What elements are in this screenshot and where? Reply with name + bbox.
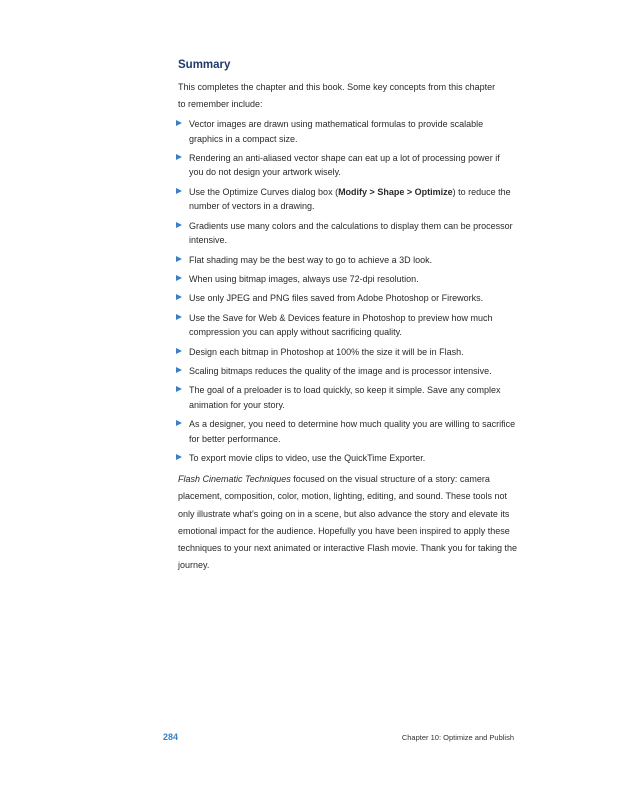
triangle-bullet-icon — [176, 222, 182, 228]
list-item — [176, 364, 516, 379]
list-item-text: When using bitmap images, always use 72-dpi resolution. — [189, 273, 419, 284]
list-item — [176, 117, 516, 146]
triangle-bullet-icon — [176, 348, 182, 354]
list-item — [176, 451, 516, 466]
triangle-bullet-icon — [176, 454, 182, 460]
triangle-bullet-icon — [176, 120, 182, 126]
list-item — [176, 151, 516, 180]
triangle-bullet-icon — [176, 275, 182, 281]
section-heading: Summary — [178, 59, 231, 71]
list-item — [176, 311, 516, 340]
list-item-text: Design each bitmap in Photoshop at 100% the size it will be in Flash. — [189, 346, 464, 357]
list-item-text-end: ) to reduce the number of vectors in a drawing. — [189, 186, 511, 212]
triangle-bullet-icon — [176, 154, 182, 160]
triangle-bullet-icon — [176, 256, 182, 262]
running-footer-chapter: Chapter 10: Optimize and Publish — [401, 733, 514, 742]
list-item — [176, 272, 516, 287]
list-item — [176, 219, 516, 248]
key-concepts-list — [176, 117, 516, 471]
closing-paragraph — [178, 471, 523, 575]
triangle-bullet-icon — [176, 367, 182, 373]
list-item — [176, 383, 516, 412]
list-item-text: Use only JPEG and PNG files saved from Adobe Photoshop or Fireworks. — [189, 293, 484, 304]
page-number: 284 — [163, 732, 179, 742]
list-item — [176, 185, 516, 214]
triangle-bullet-icon — [176, 294, 182, 300]
list-item-text: Vector images are drawn using mathematical formulas to provide scalable graphics in a compact size. — [189, 119, 484, 144]
book-title: Flash Cinematic Techniques — [178, 474, 291, 484]
list-item — [176, 291, 516, 306]
intro-paragraph: This completes the chapter and this book. Some key concepts from this chapter to remember include: — [178, 82, 496, 109]
list-item-text: The goal of a preloader is to load quickly, so keep it simple. Save any complex animation for your story. — [189, 385, 501, 410]
list-item-text: Use the Save for Web & Devices feature in Photoshop to preview how much compression you can apply without sacrificing quality. — [189, 312, 493, 338]
list-item — [176, 253, 516, 268]
list-item — [176, 417, 516, 446]
list-item-text: Rendering an anti-aliased vector shape can eat up a lot of processing power if you do not design your artwork wisely. — [189, 152, 500, 178]
closing-body: focused on the visual structure of a story: camera placement, composition, color, motion, lighting, editing, and sound. These tools not only illustrate what's going on in a scene, but also advance the story and elevate its emotional impact for the audience. Hopefully you have been inspired to apply these techniques to your next animated or interactive Flash movie. Thank you for taking the journey. — [178, 474, 518, 571]
list-item-text: Flat shading may be the best way to go to achieve a 3D look. — [189, 254, 433, 265]
triangle-bullet-icon — [176, 386, 182, 392]
triangle-bullet-icon — [176, 314, 182, 320]
list-item-text-start: Use the Optimize Curves dialog box ( — [189, 186, 339, 197]
list-item-text: Gradients use many colors and the calculations to display them can be processor intensive. — [189, 220, 513, 246]
list-item-text: Scaling bitmaps reduces the quality of the image and is processor intensive. — [189, 366, 492, 377]
triangle-bullet-icon — [176, 188, 182, 194]
list-item-text: As a designer, you need to determine how much quality you are willing to sacrifice for better performance. — [189, 419, 516, 444]
triangle-bullet-icon — [176, 420, 182, 426]
list-item — [176, 345, 516, 360]
menu-path: Modify > Shape > Optimize — [338, 186, 453, 197]
list-item-text: To export movie clips to video, use the QuickTime Exporter. — [189, 453, 426, 464]
